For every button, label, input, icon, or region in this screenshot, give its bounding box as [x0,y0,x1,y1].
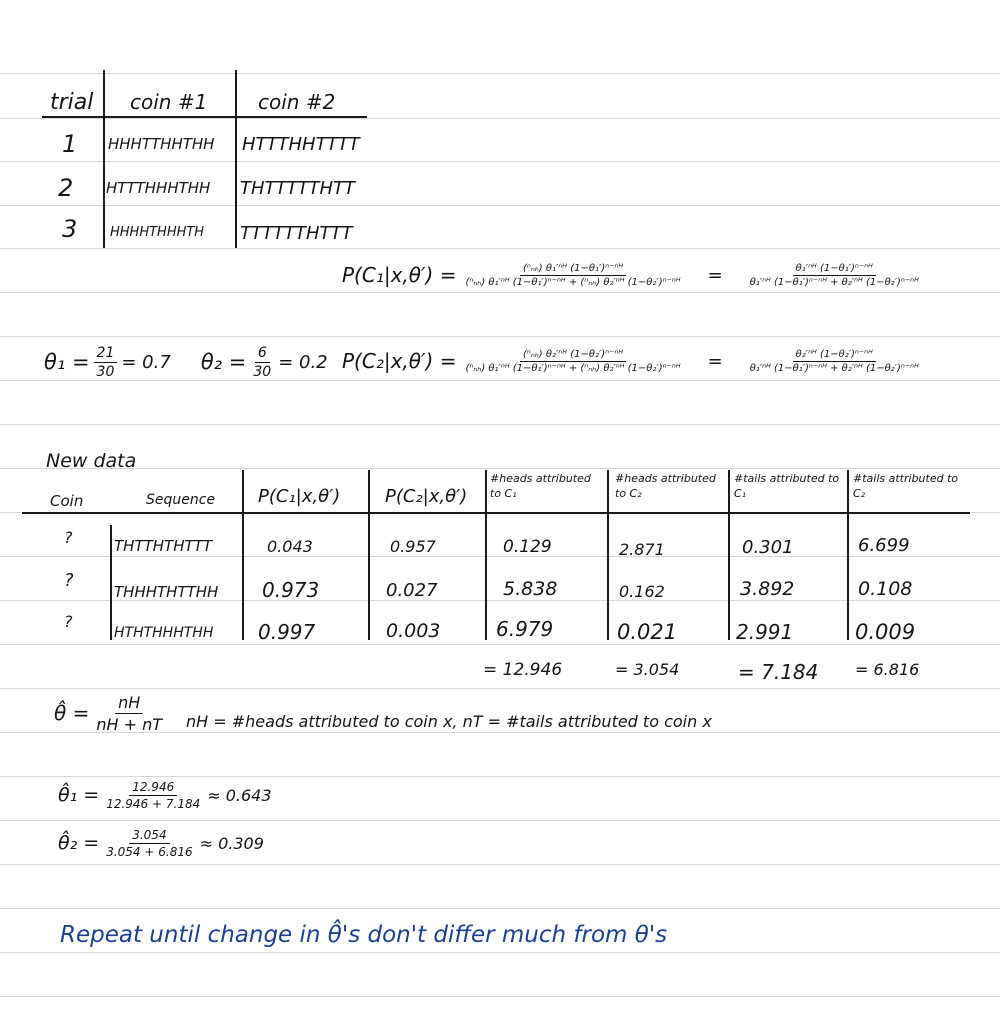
theta-hat-lhs: θ̂ = [54,701,90,725]
header-sequence: Sequence [146,492,216,508]
heads-c1-cell: 5.838 [503,578,558,600]
theta1-hat-fraction [103,780,203,811]
new-data-divider [607,470,609,640]
coin-unknown: ? [64,570,74,591]
coin2-sequence: TTTTTTHTTT [240,223,353,244]
sequence-cell: THHHTHTTHH [114,583,219,601]
formula-p-c2-simplified [747,349,922,374]
trial-number: 3 [62,215,78,243]
theta2-hat-value: ≈ 0.309 [199,833,264,853]
theta2-value: = 0.2 [278,351,328,373]
trial-number: 1 [62,130,78,158]
new-data-header-line [22,512,970,514]
sequence-cell: HTHTHHHTHH [114,625,214,641]
formula-denominator: (ⁿₙₕ) θ₁′ⁿᴴ (1−θ₁′)ⁿ⁻ⁿᴴ + (ⁿₙₕ) θ₂′ⁿᴴ (1−θ₂′)ⁿ⁻ⁿᴴ [465,276,681,288]
theta2-lhs: θ₂ = [200,350,247,374]
header-heads-c1: #heads attributed to C₁ [490,472,591,500]
p-c2-cell: 0.003 [386,620,441,642]
theta1-hat-numerator: 12.946 [129,780,177,796]
new-data-divider [485,470,487,640]
header-tails-c1: #tails attributed to C₁ [734,472,840,500]
heads-c1-cell: 0.129 [503,537,552,557]
theta2-hat-lhs: θ̂₂ = [58,832,100,854]
repeat-note: Repeat until change in θ̂'s don't differ much from θ's [60,922,668,948]
formula-numerator: (ⁿₙₕ) θ₁′ⁿᴴ (1−θ₁′)ⁿ⁻ⁿᴴ [520,263,626,276]
p-c1-cell: 0.997 [258,620,316,644]
p-c2-cell: 0.027 [386,580,438,601]
formula-denominator: (ⁿₙₕ) θ₁′ⁿᴴ (1−θ₁′)ⁿ⁻ⁿᴴ + (ⁿₙₕ) θ₂′ⁿᴴ (1−θ₂′)ⁿ⁻ⁿᴴ [465,362,681,374]
formula-p-c1 [342,250,922,300]
coin2-sequence: HTTTHHTTTT [242,134,360,155]
sequence-cell: THTTHTHTTT [114,537,212,555]
formula-numerator: θ₂′ⁿᴴ (1−θ₂′)ⁿ⁻ⁿᴴ [793,349,876,362]
formula-denominator: θ₁′ⁿᴴ (1−θ₁′)ⁿ⁻ⁿᴴ + θ₂′ⁿᴴ (1−θ₂′)ⁿ⁻ⁿᴴ [749,276,919,288]
new-data-divider [368,470,370,640]
theta-hat-definition: nH = #heads attributed to coin x, nT = #tails attributed to coin x [186,712,712,731]
formula-p-c2-lhs: P(C₂|x,θ′) = [342,349,457,373]
theta1-lhs: θ₁ = [44,350,90,374]
total-heads-c2: = 3.054 [615,660,680,679]
coin2-sequence: THTTTTTHTT [240,178,356,199]
theta-hat-numerator: nH [115,693,143,714]
header-p-c2: P(C₂|x,θ′) [385,486,468,507]
heads-c2-cell: 0.021 [617,620,678,644]
trial-header: trial [50,90,94,115]
theta-initial [44,340,328,384]
formula-numerator: θ₁′ⁿᴴ (1−θ₁′)ⁿ⁻ⁿᴴ [793,263,876,276]
tails-c2-cell: 0.108 [858,578,913,600]
coin1-sequence: HTTTHHHTHH [106,179,211,197]
theta2-denominator: 30 [253,363,272,380]
formula-p-c1-simplified [747,263,922,288]
theta-hat-denominator: nH + nT [96,714,163,734]
p-c1-cell: 0.043 [267,537,313,556]
p-c1-cell: 0.973 [262,578,320,602]
formula-p-c1-fraction [462,263,683,288]
theta1-hat-value: ≈ 0.643 [207,785,272,805]
coin1-header: coin #1 [130,90,208,114]
header-coin: Coin [50,492,84,510]
coin1-sequence: HHHTTHHTHH [108,135,215,153]
formula-p-c2-fraction [462,349,683,374]
new-data-title: New data [46,450,137,472]
tails-c2-cell: 0.009 [855,620,916,644]
coin-unknown: ? [64,612,73,631]
tails-c1-cell: 0.301 [742,537,794,558]
theta-hat-formula [54,688,165,738]
new-data-divider [728,470,730,640]
formula-numerator: (ⁿₙₕ) θ₂′ⁿᴴ (1−θ₂′)ⁿ⁻ⁿᴴ [520,349,626,362]
coin1-sequence: HHHHTHHHTH [110,225,205,240]
new-data-divider [110,525,112,640]
new-data-divider [847,470,849,640]
theta2-numerator: 6 [255,345,270,363]
trial-table-header-line [42,116,367,118]
trial-number: 2 [58,174,74,202]
heads-c1-cell: 6.979 [496,617,554,641]
theta1-hat [58,772,272,818]
trial-table-divider-2 [235,70,237,248]
p-c2-cell: 0.957 [390,537,436,556]
formula-p-c2 [342,336,922,386]
coin-unknown: ? [64,528,73,547]
theta2-hat-fraction [103,828,195,859]
tails-c2-cell: 6.699 [858,535,910,556]
tails-c1-cell: 2.991 [736,620,794,644]
theta-hat-fraction [93,693,165,734]
theta2-fraction [250,345,274,380]
theta1-fraction [94,345,118,380]
formula-p-c1-lhs: P(C₁|x,θ′) = [342,263,457,287]
theta1-denominator: 30 [96,363,115,380]
heads-c2-cell: 0.162 [619,582,665,601]
total-tails-c2: = 6.816 [855,660,920,679]
tails-c1-cell: 3.892 [740,578,795,600]
total-heads-c1: = 12.946 [483,660,563,680]
total-tails-c1: = 7.184 [738,660,819,684]
theta2-hat-numerator: 3.054 [129,828,169,844]
equals-sign: = [707,350,723,372]
header-heads-c2: #heads attributed to C₂ [615,472,716,500]
new-data-divider [242,470,244,640]
coin2-header: coin #2 [258,90,336,114]
theta1-numerator: 21 [94,345,118,363]
theta2-hat-denominator: 3.054 + 6.816 [106,844,193,859]
header-tails-c2: #tails attributed to C₂ [853,472,959,500]
theta1-hat-denominator: 12.946 + 7.184 [106,796,201,811]
theta2-hat [58,820,264,866]
theta1-hat-lhs: θ̂₁ = [58,784,100,806]
header-p-c1: P(C₁|x,θ′) [258,486,341,507]
formula-denominator: θ₁′ⁿᴴ (1−θ₁′)ⁿ⁻ⁿᴴ + θ₂′ⁿᴴ (1−θ₂′)ⁿ⁻ⁿᴴ [749,362,919,374]
heads-c2-cell: 2.871 [619,540,665,559]
equals-sign: = [707,264,723,286]
theta1-value: = 0.7 [121,351,171,373]
trial-table-divider-1 [103,70,105,248]
